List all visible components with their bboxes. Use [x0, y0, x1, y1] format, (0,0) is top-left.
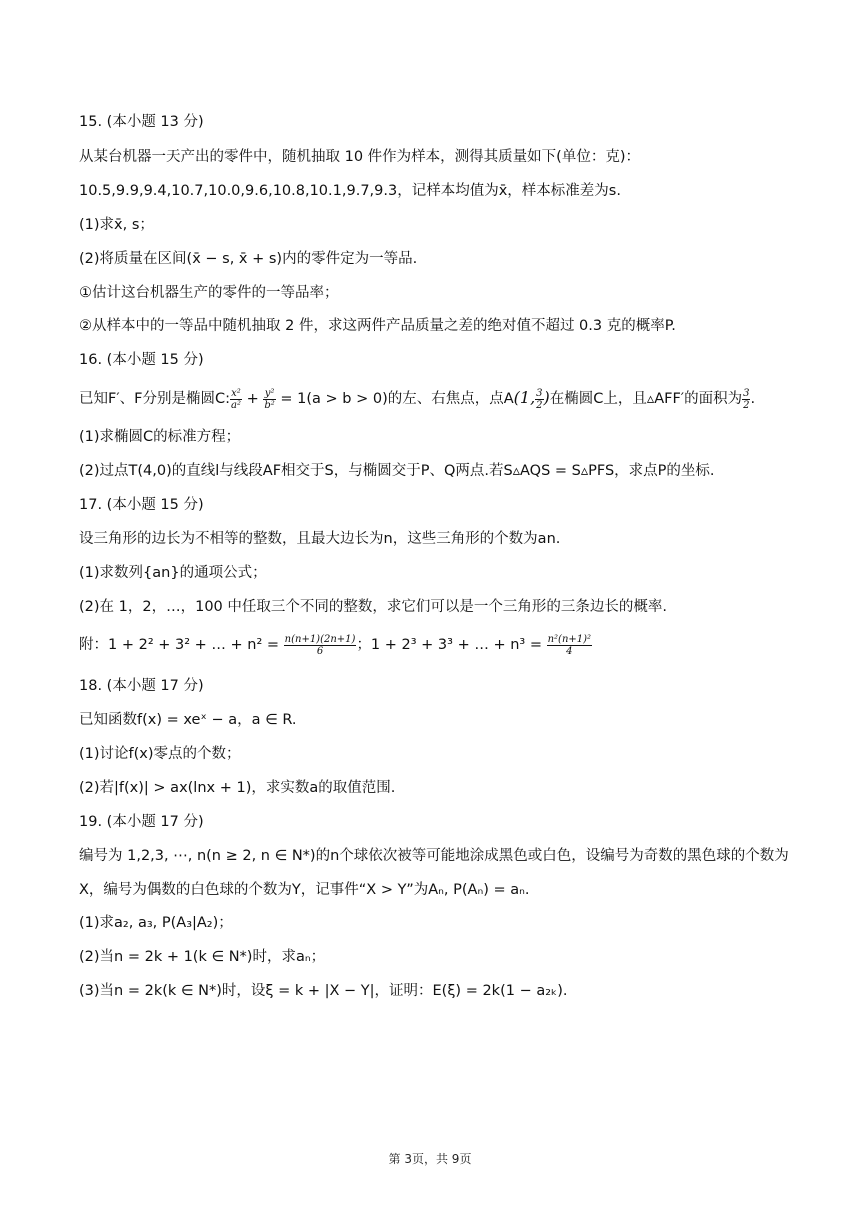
page-footer: 第 3页，共 9页 [388, 1152, 472, 1166]
q15-line2: 10.5,9.9,9.4,10.7,10.0,9.6,10.8,10.1,9.7,9.3，记样本均值为x̄，样本标准差为s. [79, 183, 621, 199]
q16-part2: (2)过点T(4,0)的直线l与线段AF相交于S，与椭圆交于P、Q两点.若S▵AQS = S▵PFS，求点P的坐标. [79, 463, 715, 479]
ellipse-x-term: $\frac{\text{x²}}{\text{a²}}$ [230, 387, 241, 411]
q17-part1: (1)求数列{an}的通项公式； [79, 565, 267, 581]
q17-note-b: ；1 + 2³ + 3³ + … + n³ = [356, 637, 547, 653]
q19-part1: (1)求a₂, a₃, P(A₃|A₂)； [79, 915, 233, 931]
q19-header: 19. (本小题 17 分) [79, 814, 204, 830]
q16-line1: 已知F′、F分别是椭圆C: $\frac{\text{x²}}{\text{a²}}$ + $\frac{\text{y²}}{\text{b²}}$ = 1(a > b > 0)的左、右焦点，点A(1, $\frac{3}{2}$ )在椭圆C上，且▵AFF′的面积为 $\frac{3}{2}$ . [79, 387, 756, 411]
q16-line1-part-a: 已知F′、F分别是椭圆C: [79, 391, 230, 407]
ellipse-y-term: $\frac{\text{y²}}{\text{b²}}$ [264, 387, 275, 411]
q19-part2: (2)当n = 2k + 1(k ∈ N*)时，求aₙ； [79, 949, 326, 965]
q19-line1: 编号为 1,2,3, ⋯, n(n ≥ 2, n ∈ N*)的n个球依次被等可能地涂成黑色或白色，设编号为奇数的黑色球的个数为 [79, 848, 789, 864]
q18-header: 18. (本小题 17 分) [79, 678, 204, 694]
q17-note-a: 附：1 + 2² + 3² + … + n² = [79, 637, 284, 653]
point-a-coords: (1, [513, 388, 536, 407]
q15-part1: (1)求x̄, s； [79, 217, 154, 233]
q17-note [79, 632, 800, 658]
q19-line2: X，编号为偶数的白色球的个数为Y，记事件“X > Y”为Aₙ, P(Aₙ) = aₙ. [79, 882, 530, 898]
q18-part1: (1)讨论f(x)零点的个数； [79, 746, 241, 762]
q16-header: 16. (本小题 15 分) [79, 352, 204, 368]
q15-sub2: ②从样本中的一等品中随机抽取 2 件，求这两件产品质量之差的绝对值不超过 0.3 克的概率P. [79, 318, 676, 334]
q15-part2: (2)将质量在区间(x̄ − s, x̄ + s)内的零件定为一等品. [79, 251, 418, 267]
q18-line1: 已知函数f(x) = xeˣ − a，a ∈ R. [79, 712, 297, 728]
q16-line1-part-b: = 1(a > b > 0)的左、右焦点，点A [275, 391, 514, 407]
q15-sub1: ①估计这台机器生产的零件的一等品率； [79, 285, 339, 301]
sum-squares-formula: $\frac{n(n+1)(2n+1)}{6}$ [284, 633, 356, 657]
q17-line1: 设三角形的边长为不相等的整数，且最大边长为n，这些三角形的个数为an. [79, 531, 561, 547]
q16-part1: (1)求椭圆C的标准方程； [79, 429, 241, 445]
point-a-y: $\frac{3}{2}$ [536, 387, 543, 411]
q16-line1-part-c: 在椭圆C上，且▵AFF′的面积为 [549, 391, 743, 407]
triangle-area-value: $\frac{3}{2}$ [743, 387, 750, 411]
q17-part2: (2)在 1，2，…，100 中任取三个不同的整数，求它们可以是一个三角形的三条边长的概率. [79, 599, 667, 615]
sum-cubes-formula: $\frac{\text{n²(n+1)²}}{4}$ [547, 633, 592, 657]
q19-part3: (3)当n = 2k(k ∈ N*)时，设ξ = k + |X − Y|，证明：E(ξ) = 2k(1 − a₂ₖ). [79, 983, 568, 999]
q15-header: 15. (本小题 13 分) [79, 114, 204, 130]
q17-header: 17. (本小题 15 分) [79, 497, 204, 513]
q15-line1: 从某台机器一天产出的零件中，随机抽取 10 件作为样本，测得其质量如下(单位：克)： [79, 149, 640, 165]
q18-part2: (2)若|f(x)| > ax(lnx + 1)，求实数a的取值范围. [79, 780, 396, 796]
